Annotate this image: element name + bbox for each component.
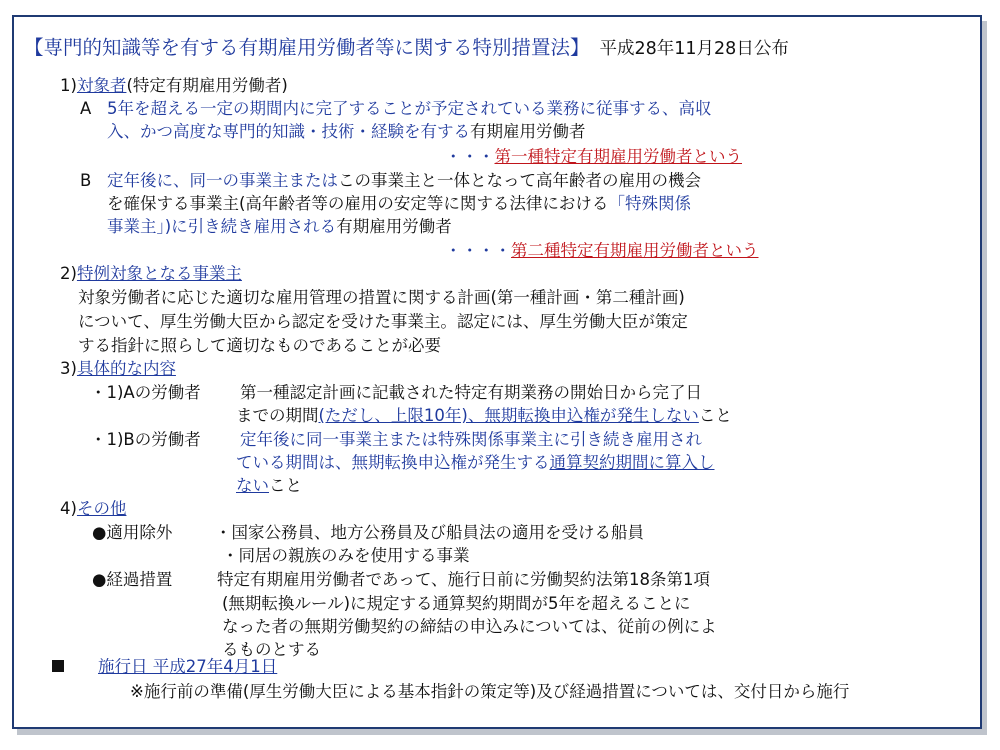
title-date: 平成28年11月28日公布: [599, 39, 789, 59]
s3-a-label: ・1)Aの労働者: [90, 383, 201, 402]
s4-transition-line1: 特定有期雇用労働者であって、施行日前に労働契約法第18条第1項: [217, 570, 710, 589]
s4-transition-line4: るものとする: [222, 640, 321, 659]
s1-b-definition: ・・・・第二種特定有期雇用労働者という: [445, 241, 759, 260]
s4-transition-label: ●経過措置: [92, 570, 173, 589]
s4-exclusion-item-2: ・同居の親族のみを使用する事業: [222, 546, 470, 565]
s1-b-label: B: [80, 171, 92, 190]
effective-date-link[interactable]: 施行日 平成27年4月1日: [98, 657, 278, 676]
section-2-heading: 2)特例対象となる事業主: [60, 264, 242, 283]
page-title: [24, 32, 789, 60]
s3-a-text1: 第一種認定計画に記載された特定有期業務の開始日から完了日: [240, 383, 702, 402]
s3-b-label: ・1)Bの労働者: [90, 430, 201, 449]
s4-exclusion-label: ●適用除外: [92, 523, 173, 542]
footer-note: ※施行前の準備(厚生労働大臣による基本指針の策定等)及び経過措置については、交付日から施行: [130, 682, 850, 701]
section-1-link[interactable]: 対象者: [76, 76, 127, 95]
s1-a-line2: 入、かつ高度な専門的知識・技術・経験を有する有期雇用労働者: [107, 122, 586, 141]
s1-b-line3: 事業主」)に引き続き雇用される有期雇用労働者: [107, 217, 452, 236]
section-3-heading: 3)具体的な内容: [60, 359, 176, 378]
s1-a-line1: 5年を超える一定の期間内に完了することが予定されている業務に従事する、高収: [107, 99, 712, 118]
s4-exclusion-item-1: ・国家公務員、地方公務員及び船員法の適用を受ける船員: [215, 523, 644, 542]
s2-line2: について、厚生労働大臣から認定を受けた事業主。認定には、厚生労働大臣が策定: [78, 312, 688, 331]
s1-a-label: A: [80, 99, 92, 118]
s4-transition-line3: なった者の無期労働契約の締結の申込みについては、従前の例によ: [222, 617, 717, 636]
s3-a-text2: までの期間(ただし、上限10年)、無期転換申込権が発生しないこと: [236, 406, 732, 425]
s1-a-definition: ・・・第一種特定有期雇用労働者という: [445, 147, 742, 166]
section-4-link[interactable]: その他: [76, 499, 127, 518]
title-main: 【専門的知識等を有する有期雇用労働者等に関する特別措置法】: [24, 36, 590, 59]
section-4-heading: 4)その他: [60, 499, 127, 518]
s2-line3: する指針に照らして適切なものであることが必要: [78, 336, 441, 355]
section-1-heading: 1)対象者(特定有期雇用労働者): [60, 76, 288, 95]
section-3-link[interactable]: 具体的な内容: [76, 359, 176, 378]
s2-line1: 対象労働者に応じた適切な雇用管理の措置に関する計画(第一種計画・第二種計画): [78, 288, 685, 307]
square-bullet-icon: [52, 660, 64, 672]
section-2-link[interactable]: 特例対象となる事業主: [76, 264, 242, 283]
s1-b-line2: を確保する事業主(高年齢者等の雇用の安定等に関する法律における「特殊関係: [107, 194, 691, 213]
s3-b-text1: 定年後に同一事業主または特殊関係事業主に引き続き雇用され: [240, 430, 702, 449]
s3-b-text3: ないこと: [236, 476, 302, 495]
s1-b-line1: 定年後に、同一の事業主またはこの事業主と一体となって高年齢者の雇用の機会: [107, 171, 701, 190]
s3-b-text2: ている期間は、無期転換申込権が発生する通算契約期間に算入し: [236, 453, 715, 472]
s4-transition-line2: (無期転換ルール)に規定する通算契約期間が5年を超えることに: [222, 594, 691, 613]
